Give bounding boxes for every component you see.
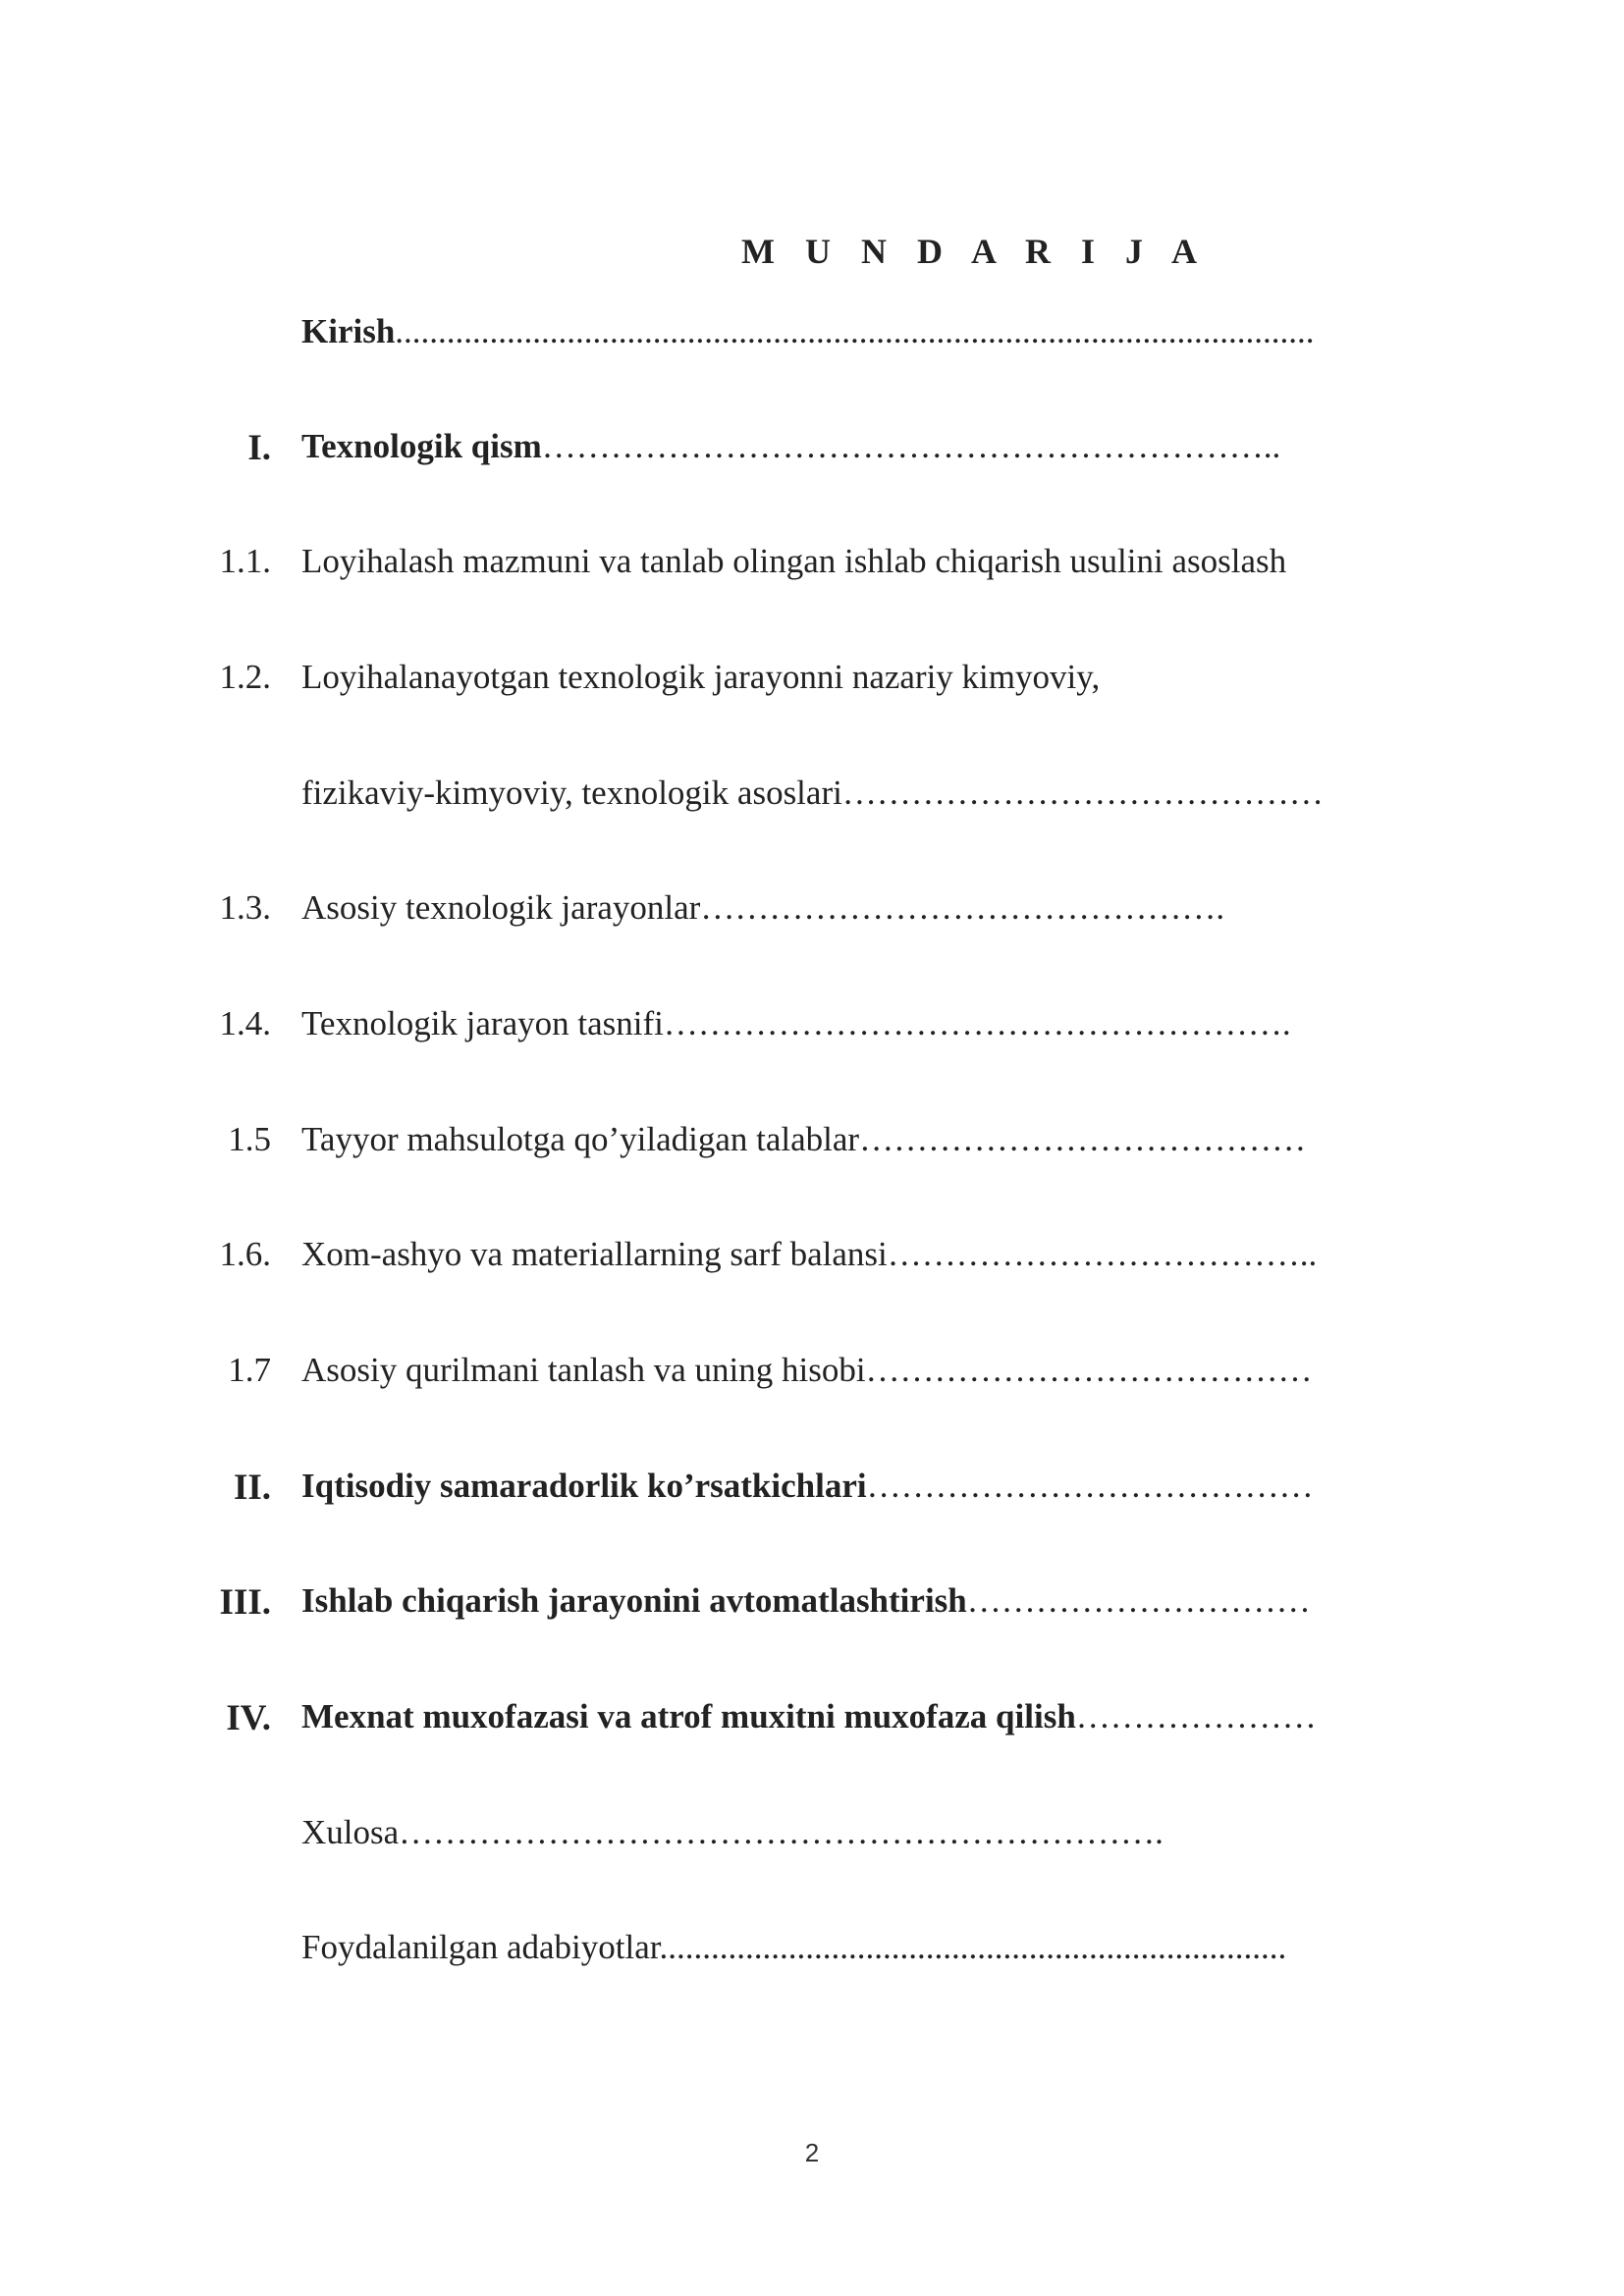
page-title: M U N D A R I J A [741,232,1209,271]
toc-number: II. [233,1468,271,1508]
toc-entry-1-7[interactable] [0,1351,1624,1410]
toc-entry-xulosa[interactable] [0,1813,1624,1872]
toc-leader-dots: ………………………………… [866,1467,1314,1505]
toc-entry-1-6[interactable] [0,1235,1624,1294]
toc-entry-1-2[interactable] [0,658,1624,717]
toc-label: Texnologik jarayon tasnifi [301,1004,664,1042]
toc-leader-dots: …………………………………………………………. [399,1813,1164,1851]
toc-leader-dots: ………………… [1075,1697,1317,1735]
toc-leader-dots: ………………………………………………. [663,1004,1291,1042]
toc-number: 1.4. [219,1004,271,1042]
toc-number: IV. [226,1698,271,1738]
toc-label: Kirish [301,312,396,350]
toc-leader-dots: ……………………………………………………….. [541,427,1281,465]
toc-entry-1-4[interactable] [0,1004,1624,1063]
toc-entry-1-5[interactable] [0,1120,1624,1179]
toc-number: 1.2. [219,658,271,696]
toc-number: I. [247,428,271,468]
toc-label: Ishlab chiqarish jarayonini avtomatlashtirish [301,1581,967,1620]
toc-label: Asosiy texnologik jarayonlar [301,888,701,927]
toc-entry-1-3[interactable] [0,888,1624,947]
toc-leader-dots: ………………………………… [859,1120,1307,1158]
toc-label: Texnologik qism [301,427,542,465]
toc-leader-dots: ………………………… [966,1581,1311,1620]
toc-number: 1.3. [219,888,271,927]
toc-label: Iqtisodiy samaradorlik ko’rsatkichlari [301,1467,867,1505]
toc-entry-1-2-continued[interactable] [0,774,1624,832]
toc-leader-dots: ......................................................................... [659,1928,1287,1966]
page-number: 2 [804,2138,820,2167]
toc-entry-adabiyotlar[interactable] [0,1928,1624,1987]
toc-leader-dots: …………………………………… [841,774,1324,812]
toc-label: Foydalanilgan adabiyotlar [301,1928,660,1966]
toc-label: Xulosa [301,1813,400,1851]
toc-entry-1-1[interactable] [0,542,1624,601]
toc-entry-texnologik-qism[interactable] [0,427,1624,486]
toc-leader-dots: ……………………………….. [887,1235,1318,1273]
toc-label: Mexnat muxofazasi va atrof muxitni muxofaza qilish [301,1697,1076,1735]
toc-entry-iv[interactable] [0,1697,1624,1756]
toc-number: III. [219,1582,271,1623]
toc-number: 1.7 [228,1351,271,1389]
toc-label: Tayyor mahsulotga qo’yiladigan talablar [301,1120,860,1158]
toc-label: fizikaviy-kimyoviy, texnologik asoslari [301,774,842,812]
toc-entry-kirish[interactable] [0,312,1624,371]
toc-leader-dots: ………………………………………. [700,888,1225,927]
toc-number: 1.1. [219,542,271,580]
toc-leader-dots: ………………………………… [865,1351,1313,1389]
toc-label: Loyihalanayotgan texnologik jarayonni nazariy kimyoviy, [301,658,1101,696]
toc-label: Xom-ashyo va materiallarning sarf balansi [301,1235,888,1273]
toc-number: 1.6. [219,1235,271,1273]
toc-label: Loyihalash mazmuni va tanlab olingan ishlab chiqarish usulini asoslash [301,542,1287,580]
toc-leader-dots: ........................................................................................................... [395,312,1315,350]
toc-number: 1.5 [228,1120,271,1158]
toc-label: Asosiy qurilmani tanlash va uning hisobi [301,1351,866,1389]
toc-entry-ii[interactable] [0,1467,1624,1525]
toc-entry-iii[interactable] [0,1581,1624,1640]
